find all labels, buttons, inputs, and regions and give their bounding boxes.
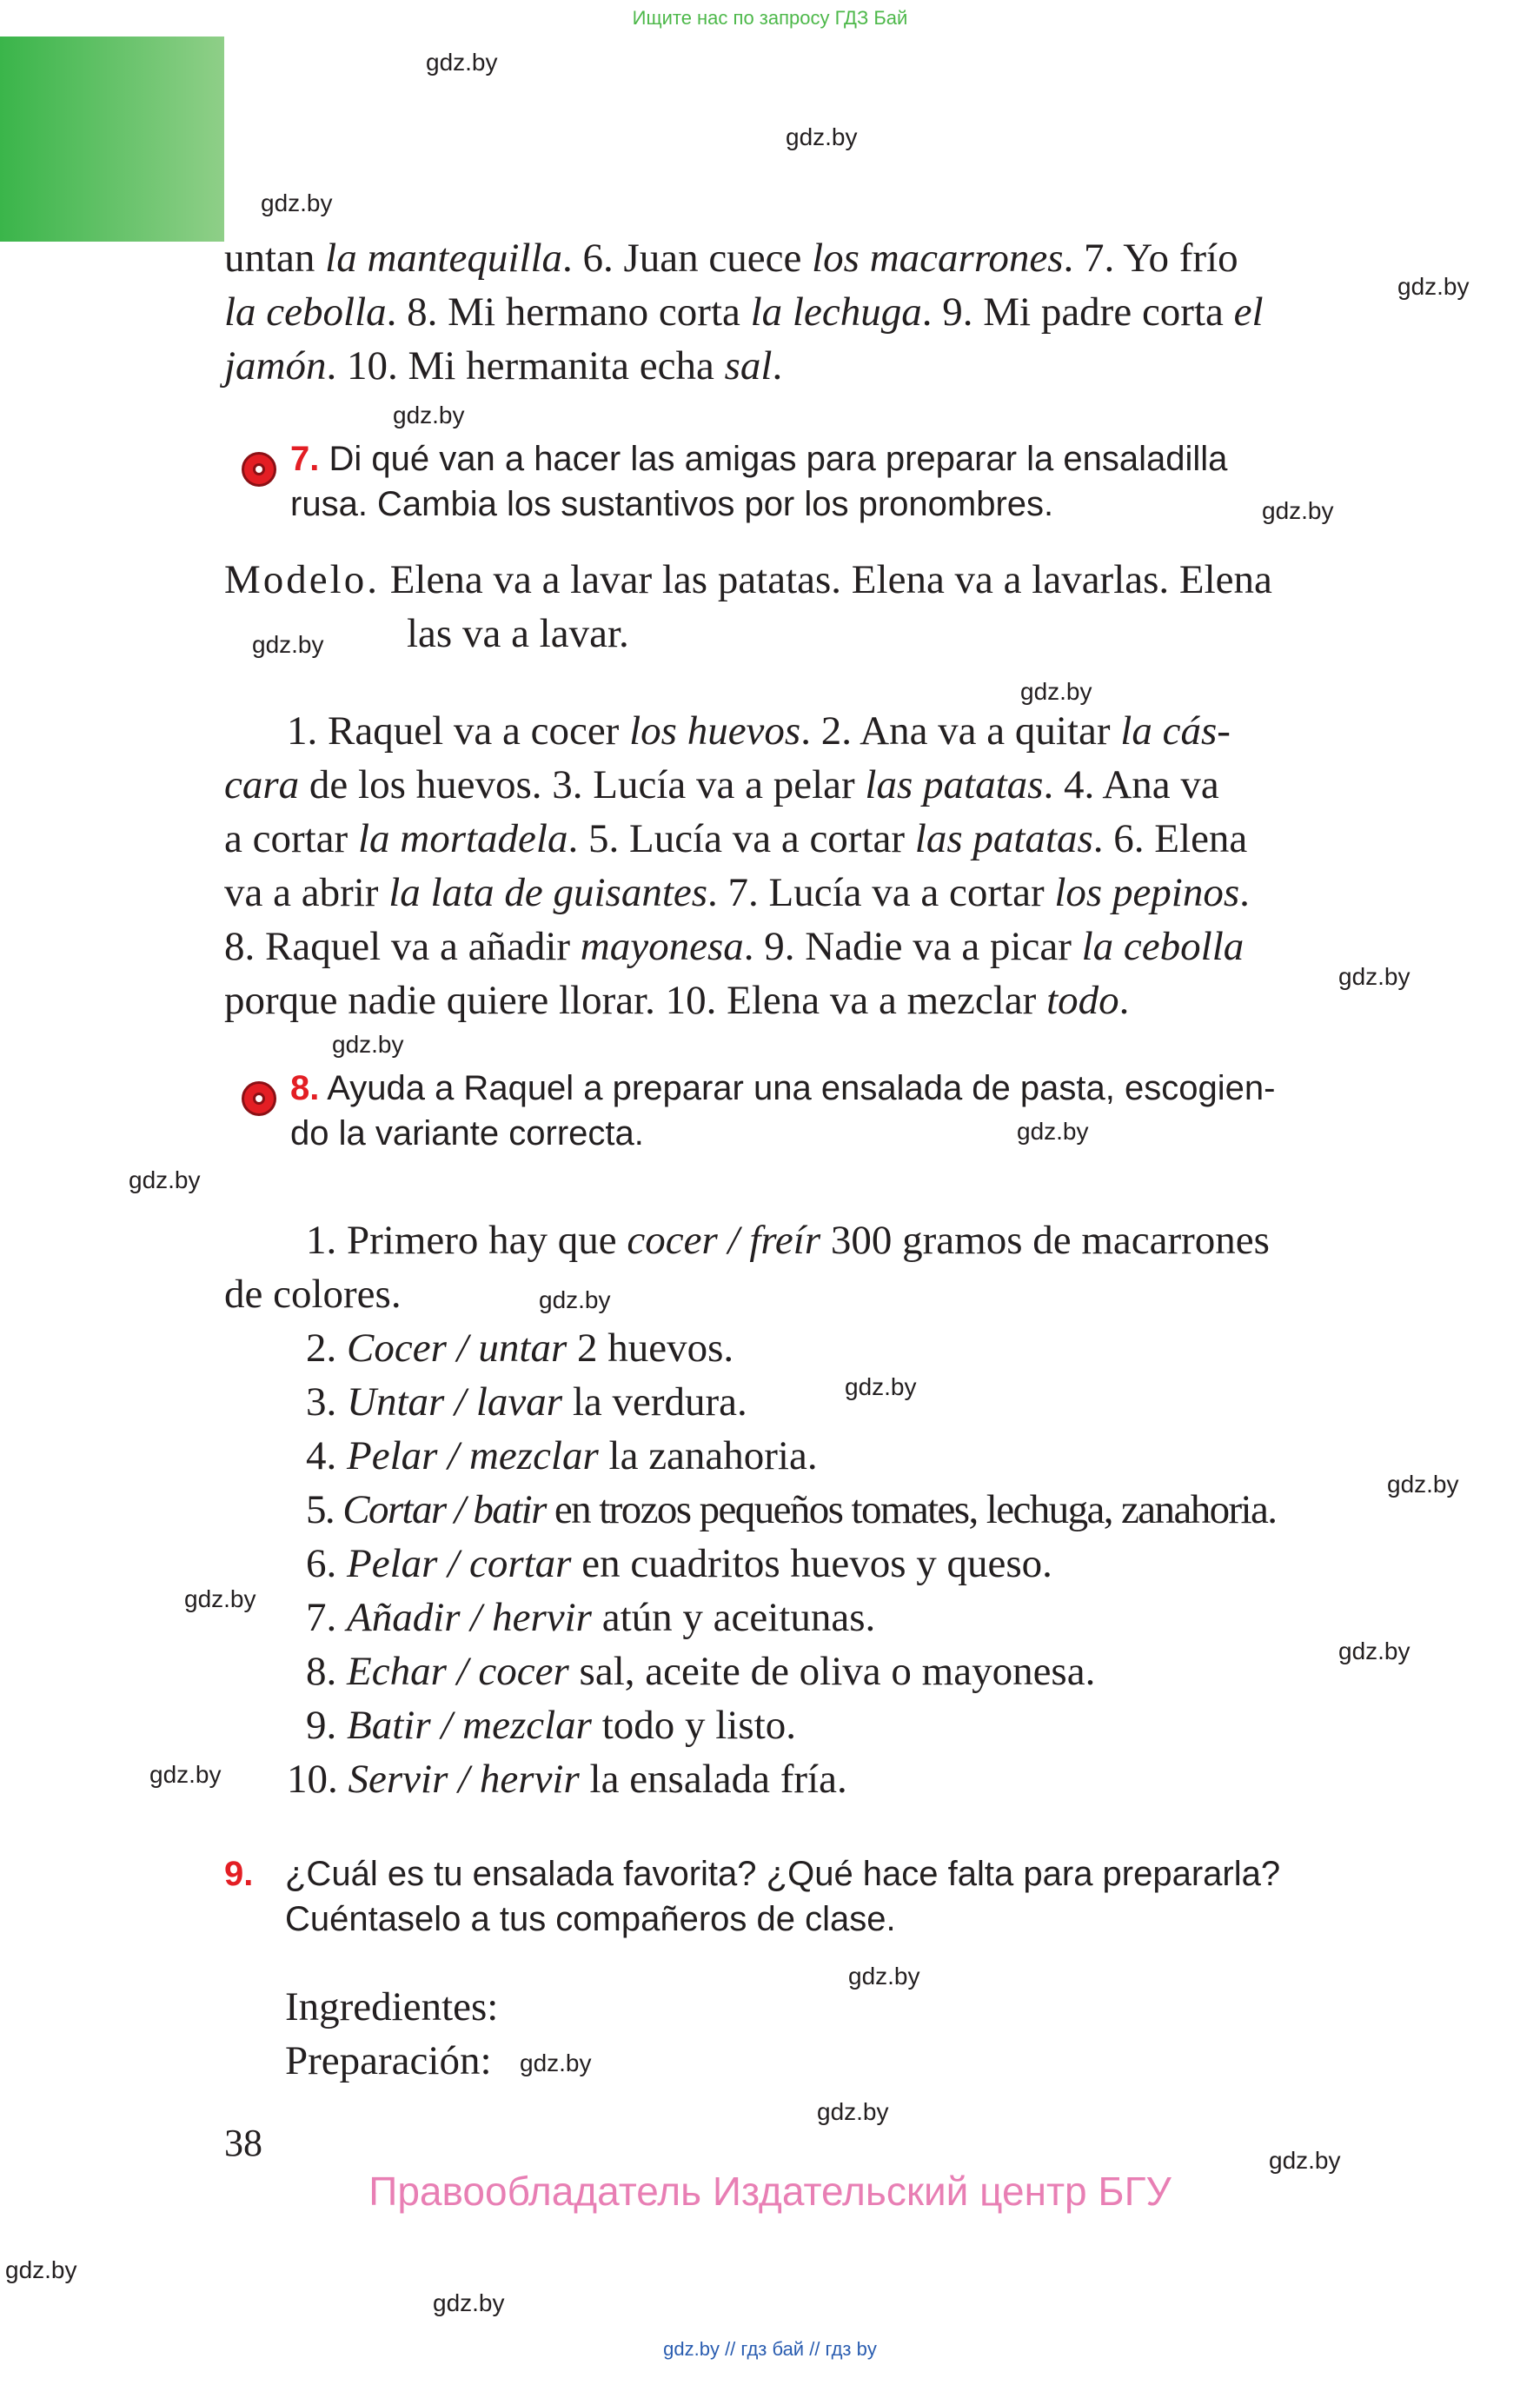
task-8-instruction: 8. Ayuda a Raquel a preparar una ensalada de pasta, escogien- do la variante correcta.	[290, 1069, 1276, 1153]
list-item: 2. Cocer / untar 2 huevos.	[306, 1325, 734, 1371]
watermark: gdz.by	[817, 2098, 889, 2125]
preparation-label: Preparación:	[285, 2038, 492, 2083]
watermark: gdz.by	[5, 2256, 77, 2283]
task-8-list	[224, 1213, 1368, 1806]
watermark: gdz.by	[184, 1585, 256, 1612]
task-7-exercise: 1. Raquel va a cocer los huevos. 2. Ana va a quitar la cás- cara de los huevos. 3. Lucía va a pelar las patatas. 4. Ana va a cortar la mortadela. 5. Lucía va a cortar las patatas. 6. Elena va a abrir la lata de guisantes. 7. Lucía va a cortar los pepinos. 8. Raquel va a añadir mayonesa. 9. Nadie va a picar la cebolla porque nadie quiere llorar. 10. Elena va a mezclar todo.	[224, 708, 1250, 1023]
task-9-instruction: ¿Cuál es tu ensalada favorita? ¿Qué hace falta para prepararla? Cuéntaselo a tus compañeros de clase.	[285, 1855, 1281, 1938]
watermark: gdz.by	[433, 2289, 505, 2316]
watermark: gdz.by	[1017, 1118, 1089, 1145]
watermark: gdz.by	[1338, 963, 1411, 990]
copyright-footer: Правообладатель Издательский центр БГУ	[368, 2169, 1172, 2214]
list-item: 5. Cortar / batir en trozos pequeños tomates, lechuga, zanahoria.	[306, 1487, 1277, 1532]
task-7-model: Modelo. Elena va a lavar las patatas. Elena va a lavarlas. Elena las va a lavar.	[224, 557, 1272, 656]
top-search-hint[interactable]: Ищите нас по запросу ГДЗ Бай	[632, 7, 908, 29]
watermark: gdz.by	[332, 1031, 404, 1058]
watermark: gdz.by	[393, 402, 465, 429]
task-number: 8.	[290, 1069, 320, 1107]
watermark: gdz.by	[1269, 2147, 1341, 2174]
list-item: 6. Pelar / cortar en cuadritos huevos y queso.	[306, 1541, 1052, 1586]
bottom-links[interactable]: gdz.by // гдз бай // гдз by	[663, 2338, 877, 2360]
text-line: la cebolla. 8. Mi hermano corta la lechuga. 9. Mi padre corta el	[224, 289, 1264, 335]
list-item: 7. Añadir / hervir atún y aceitunas.	[306, 1595, 876, 1640]
ingredients-label: Ingredientes:	[285, 1984, 499, 2030]
watermark: gdz.by	[845, 1373, 917, 1400]
watermark: gdz.by	[1262, 497, 1334, 524]
watermark: gdz.by	[426, 49, 498, 76]
text-line: untan la mantequilla. 6. Juan cuece los macarrones. 7. Yo frío	[224, 236, 1238, 281]
task-7-instruction: 7. Di qué van a hacer las amigas para preparar la ensaladilla rusa. Cambia los sustantivos por los pronombres.	[290, 440, 1228, 523]
audio-disc-icon[interactable]	[242, 1081, 276, 1116]
list-item: 1. Primero hay que cocer / freír 300 gramos de macarrones	[306, 1218, 1270, 1263]
list-item: 3. Untar / lavar la verdura.	[306, 1379, 747, 1425]
list-item: 10. Servir / hervir la ensalada fría.	[287, 1757, 847, 1802]
green-corner-block	[0, 37, 224, 242]
task-9-form	[285, 1980, 1067, 2088]
watermark: gdz.by	[786, 123, 858, 150]
continuation-paragraph	[224, 231, 1368, 393]
list-item: 4. Pelar / mezclar la zanahoria.	[306, 1433, 818, 1478]
watermark: gdz.by	[539, 1286, 611, 1313]
watermark: gdz.by	[129, 1166, 201, 1193]
task-9-number: 9.	[224, 1855, 254, 1893]
page-number: 38	[224, 2122, 262, 2164]
model-label: Modelo.	[224, 557, 380, 602]
list-item: 9. Batir / mezclar todo y listo.	[306, 1703, 797, 1748]
watermark: gdz.by	[149, 1761, 222, 1788]
watermark: gdz.by	[520, 2050, 592, 2076]
task-number: 7.	[290, 440, 320, 478]
list-item: de colores.	[224, 1272, 402, 1317]
watermark: gdz.by	[848, 1963, 920, 1990]
list-item: 8. Echar / cocer sal, aceite de oliva o mayonesa.	[306, 1649, 1096, 1694]
watermark: gdz.by	[1387, 1471, 1459, 1498]
audio-disc-icon[interactable]	[242, 452, 276, 487]
watermark: gdz.by	[261, 189, 333, 216]
watermark: gdz.by	[1397, 273, 1470, 300]
watermark: gdz.by	[1338, 1638, 1411, 1664]
text-line: jamón. 10. Mi hermanita echa sal.	[224, 343, 783, 389]
watermark: gdz.by	[252, 631, 324, 658]
watermark: gdz.by	[1020, 678, 1092, 705]
